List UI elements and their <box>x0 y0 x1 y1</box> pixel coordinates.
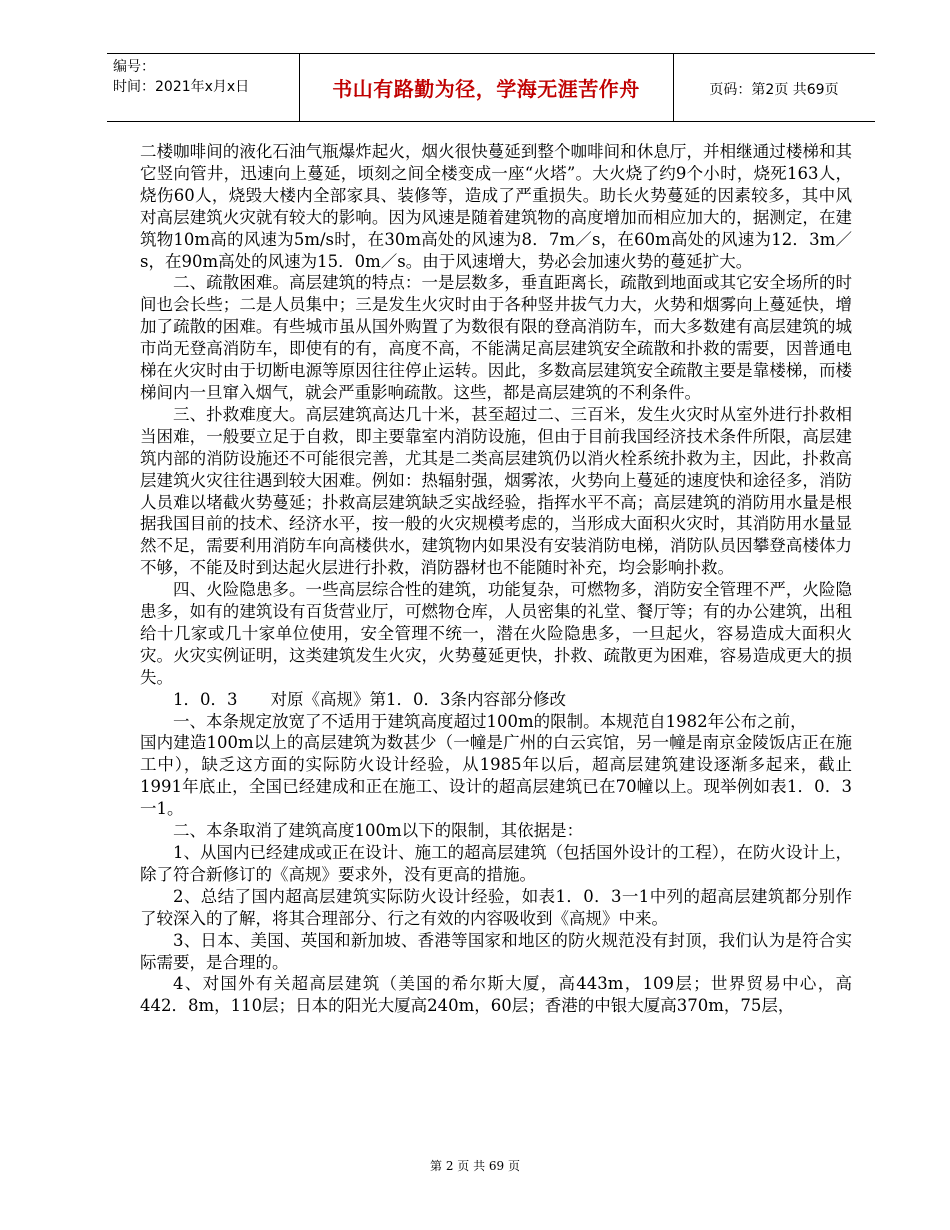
header-top-rule <box>107 53 875 54</box>
body-paragraph: 二、本条取消了建筑高度100m以下的限制，其依据是： <box>173 821 584 841</box>
document-date: 时间：2021年x月x日 <box>113 79 250 95</box>
section-heading: 1．0．3 对原《高规》第1．0．3条内容部分修改 <box>173 689 566 709</box>
page-header <box>107 53 875 121</box>
body-paragraph: 三、扑救难度大。高层建筑高达几十米，甚至超过二、三百米，发生火灾时从室外进行扑救相当困难，一般要立足于自救，即主要靠室内消防设施，但由于目前我国经济技术条件所限，高层建筑内部的消防设施还不可能很完善，尤其是二类高层建筑仍以消火栓系统扑救为主，因此，扑救高层建筑火灾往往遇到较大困难。例如：热辐射强，烟雾浓，火势向上蔓延的速度快和途径多，消防人员难以堵截火势蔓延；扑救高层建筑缺乏实战经验，指挥水平不高；高层建筑的消防用水量是根据我国目前的技术、经济水平，按一般的火灾规模考虑的，当形成大面积火灾时，其消防用水量显然不足，需要利用消防车向高楼供水，建筑物内如果没有安装消防电梯，消防队员因攀登高楼体力不够，不能及时到达起火层进行扑救，消防器材也不能随时补充，均会影响扑救。 <box>140 404 852 578</box>
body-paragraph: 二楼咖啡间的液化石油气瓶爆炸起火，烟火很快蔓延到整个咖啡间和休息厅，并相继通过楼梯和其它竖向管井，迅速向上蔓延，顷刻之间全楼变成一座“火塔”。大火烧了约9个小时，烧死163人，烧伤60人，烧毁大楼内全部家具、装修等，造成了严重损失。助长火势蔓延的因素较多，其中风对高层建筑火灾就有较大的影响。因为风速是随着建筑物的高度增加而相应加大的，据测定，在建筑物10m高的风速为5m/s时，在30m高处的风速为8．7m／s，在60m高处的风速为12．3m／s，在90m高处的风速为15．0m／s。由于风速增大，势必会加速火势的蔓延扩大。 <box>140 142 853 271</box>
body-paragraph: 四、火险隐患多。一些高层综合性的建筑，功能复杂，可燃物多，消防安全管理不严，火险隐患多，如有的建筑设有百货营业厅，可燃物仓库，人员密集的礼堂、餐厅等；有的办公建筑，出租给十几家或几十家单位使用，安全管理不统一，潜在火险隐患多，一旦起火，容易造成大面积火灾。火灾实例证明，这类建筑发生火灾，火势蔓延更快，扑救、疏散更为困难，容易造成更大的损失。 <box>140 580 852 687</box>
body-paragraph: 4、对国外有关超高层建筑（美国的希尔斯大厦，高443m，109层；世界贸易中心，高442．8m，110层；日本的阳光大厦高240m，60层；香港的中银大厦高370m，75层， <box>140 974 852 1016</box>
header-bottom-rule <box>107 121 875 122</box>
header-page-info: 页码：第2页 共69页 <box>709 82 839 98</box>
document-number-label: 编号： <box>113 59 155 75</box>
page-footer: 第 2 页 共 69 页 <box>430 1159 520 1173</box>
body-paragraph: 国内建造100m以上的高层建筑为数甚少（一幢是广州的白云宾馆，另一幢是南京金陵饭店正在施工中），缺乏这方面的实际防火设计经验，从1985年以后，超高层建筑建设逐渐多起来，截止1991年底止，全国已经建成和正在施工、设计的超高层建筑已在70幢以上。现举例如表1．0．3一1。 <box>140 733 852 819</box>
body-paragraph: 一、本条规定放宽了不适用于建筑高度超过100m的限制。本规范自1982年公布之前， <box>173 711 807 731</box>
body-paragraph: 3、日本、美国、英国和新加坡、香港等国家和地区的防火规范没有封顶，我们认为是符合实际需要，是合理的。 <box>140 930 852 972</box>
document-body <box>140 141 852 1017</box>
body-paragraph: 1、从国内已经建成或正在设计、施工的超高层建筑（包括国外设计的工程），在防火设计上，除了符合新修订的《高规》要求外，没有更高的措施。 <box>140 843 852 884</box>
body-paragraph: 二、疏散困难。高层建筑的特点：一是层数多，垂直距离长，疏散到地面或其它安全场所的时间也会长些；二是人员集中；三是发生火灾时由于各种竖井拔气力大，火势和烟雾向上蔓延快，增加了疏散的困难。有些城市虽从国外购置了为数很有限的登高消防车，而大多数建有高层建筑的城市尚无登高消防车，即使有的有，高度不高，不能满足高层建筑安全疏散和扑救的需要，因普通电梯在火灾时由于切断电源等原因往往停止运转。因此，多数高层建筑安全疏散主要是靠楼梯，而楼梯间内一旦窜入烟气，就会严重影响疏散。这些，都是高层建筑的不利条件。 <box>140 273 852 402</box>
header-motto: 书山有路勤为径，学海无涯苦作舟 <box>332 77 640 101</box>
header-meta <box>113 57 249 97</box>
body-paragraph: 2、总结了国内超高层建筑实际防火设计经验，如表1．0．3一1中列的超高层建筑都分别作了较深入的了解，将其合理部分、行之有效的内容吸收到《高规》中来。 <box>140 886 852 928</box>
